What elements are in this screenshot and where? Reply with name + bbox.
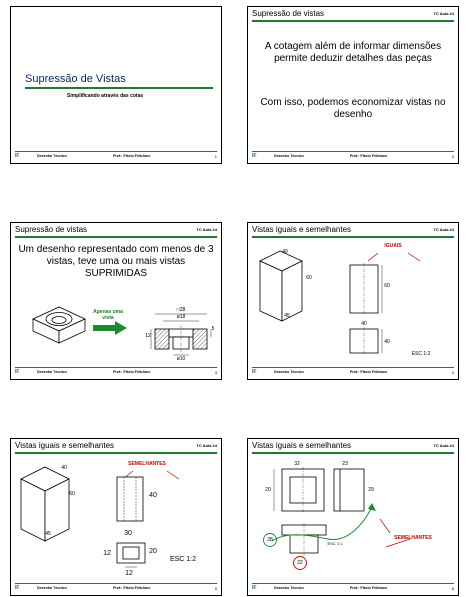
dim-vertical-40: 40 xyxy=(149,492,157,499)
slide-5[interactable] xyxy=(10,438,222,596)
slide-title: Vistas iguais e semelhantes xyxy=(15,441,115,450)
slide-title: Supressão de vistas xyxy=(252,9,325,18)
red-arrows-icon xyxy=(370,513,450,553)
slide-subtitle: Simplificando através das cotas xyxy=(67,93,144,99)
institution-logo: IF xyxy=(252,369,257,375)
footer-course: Desenho Técnico xyxy=(274,586,304,590)
slide-title: Supressão de vistas xyxy=(15,225,88,234)
body-text: Um desenho representado com menos de 3 vistas, teve uma ou mais vistas SUPRIMIDAS xyxy=(18,244,214,279)
header-line xyxy=(252,452,454,454)
top-view xyxy=(348,327,384,357)
dim-12-left: 12 xyxy=(103,550,111,557)
dim-28: 28 xyxy=(267,537,273,543)
isometric-drawing xyxy=(29,303,89,349)
lesson-tag: TC Aula 24 xyxy=(196,443,217,448)
single-view-callout: Apenas uma vista xyxy=(93,309,123,321)
front-view xyxy=(348,263,384,317)
dim-18: ø18 xyxy=(176,314,186,320)
slide-footer xyxy=(252,367,454,376)
callout-semelhantes: SEMELHANTES xyxy=(394,535,432,541)
dim-side-40: 40 xyxy=(384,339,390,345)
slide-1[interactable] xyxy=(10,6,222,164)
slide-number: 3 xyxy=(214,370,217,375)
slide-number: 2 xyxy=(451,154,454,159)
dim-28: □28 xyxy=(176,307,186,313)
dim-30: 30 xyxy=(124,530,132,537)
slide-footer xyxy=(15,151,217,160)
slide-footer xyxy=(15,583,217,592)
front-view xyxy=(115,475,147,523)
dim-20: 20 xyxy=(265,487,271,493)
slide-number: 1 xyxy=(214,154,217,159)
footer-course: Desenho Técnico xyxy=(274,154,304,158)
slide-title: Vistas iguais e semelhantes xyxy=(252,225,352,234)
footer-course: Desenho Técnico xyxy=(37,154,67,158)
green-arrow-icon xyxy=(93,321,127,335)
slide-header xyxy=(15,225,217,235)
dim-22: 22 xyxy=(297,560,303,566)
institution-logo: IF xyxy=(15,585,20,591)
slide-header xyxy=(252,441,454,451)
slide-number: 6 xyxy=(451,586,454,591)
lesson-tag: TC Aula 24 xyxy=(433,11,454,16)
dim-10: ø10 xyxy=(176,356,186,362)
dim-32: 32 xyxy=(294,461,300,467)
paragraph-1: A cotagem além de informar dimensões permite deduzir detalhes das peças xyxy=(264,41,442,64)
header-line xyxy=(252,236,454,238)
slide-number: 4 xyxy=(451,370,454,375)
footer-course: Desenho Técnico xyxy=(37,586,67,590)
slide-2[interactable] xyxy=(247,6,459,164)
footer-professor: Prof.: Flávio Felicione xyxy=(113,370,151,374)
lesson-tag: TC Aula 24 xyxy=(196,227,217,232)
slide-title: Vistas iguais e semelhantes xyxy=(252,441,352,450)
slide-number: 5 xyxy=(214,586,217,591)
dim-45: 45 xyxy=(284,313,290,319)
dim-top-40: 40 xyxy=(361,321,367,327)
slide-header xyxy=(15,441,217,451)
slide-header xyxy=(252,225,454,235)
title-underline xyxy=(25,87,213,89)
dim-60: 60 xyxy=(69,491,75,497)
scale-label: ESC 1:2 xyxy=(169,556,197,563)
slide-4[interactable] xyxy=(247,222,459,380)
dim-60: 60 xyxy=(306,275,312,281)
institution-logo: IF xyxy=(15,369,20,375)
scale-label: ESC 1:2 xyxy=(411,351,431,357)
institution-logo: IF xyxy=(252,153,257,159)
dim-40: 40 xyxy=(61,465,67,471)
paragraph-2: Com isso, podemos economizar vistas no desenho xyxy=(260,97,446,120)
institution-logo: IF xyxy=(15,153,20,159)
dim-20: 20 xyxy=(149,548,157,555)
footer-professor: Prof.: Flávio Felicione xyxy=(350,370,388,374)
slide-footer xyxy=(15,367,217,376)
dim-40: 40 xyxy=(282,249,288,255)
lesson-tag: TC Aula 24 xyxy=(433,227,454,232)
header-line xyxy=(15,452,217,454)
footer-course: Desenho Técnico xyxy=(274,370,304,374)
footer-professor: Prof.: Flávio Felicione xyxy=(350,586,388,590)
footer-course: Desenho Técnico xyxy=(37,370,67,374)
slide-title: Supressão de Vistas xyxy=(25,73,126,85)
header-line xyxy=(252,20,454,22)
callout-iguais: IGUAIS xyxy=(384,243,402,249)
lesson-tag: TC Aula 24 xyxy=(433,443,454,448)
dim-5: 5 xyxy=(211,326,215,332)
header-line xyxy=(15,236,217,238)
dim-12-bottom: 12 xyxy=(125,570,133,577)
footer-professor: Prof.: Flávio Felicione xyxy=(113,154,151,158)
callout-semelhantes: SEMELHANTES xyxy=(128,461,166,467)
institution-logo: IF xyxy=(252,585,257,591)
dim-vertical-60: 60 xyxy=(384,283,390,289)
dim-45: 45 xyxy=(45,531,51,537)
slide-footer xyxy=(252,151,454,160)
footer-professor: Prof.: Flávio Felicione xyxy=(350,154,388,158)
slide-6[interactable] xyxy=(247,438,459,596)
dim-23: 23 xyxy=(342,461,348,467)
slide-header xyxy=(252,9,454,19)
scale-label: ESC 1:1 xyxy=(327,541,343,546)
dim-29: 29 xyxy=(368,487,374,493)
slide-3[interactable] xyxy=(10,222,222,380)
dim-12: 12 xyxy=(145,333,151,339)
footer-professor: Prof.: Flávio Felicione xyxy=(113,586,151,590)
green-highlight-curve xyxy=(268,503,378,553)
slide-footer xyxy=(252,583,454,592)
